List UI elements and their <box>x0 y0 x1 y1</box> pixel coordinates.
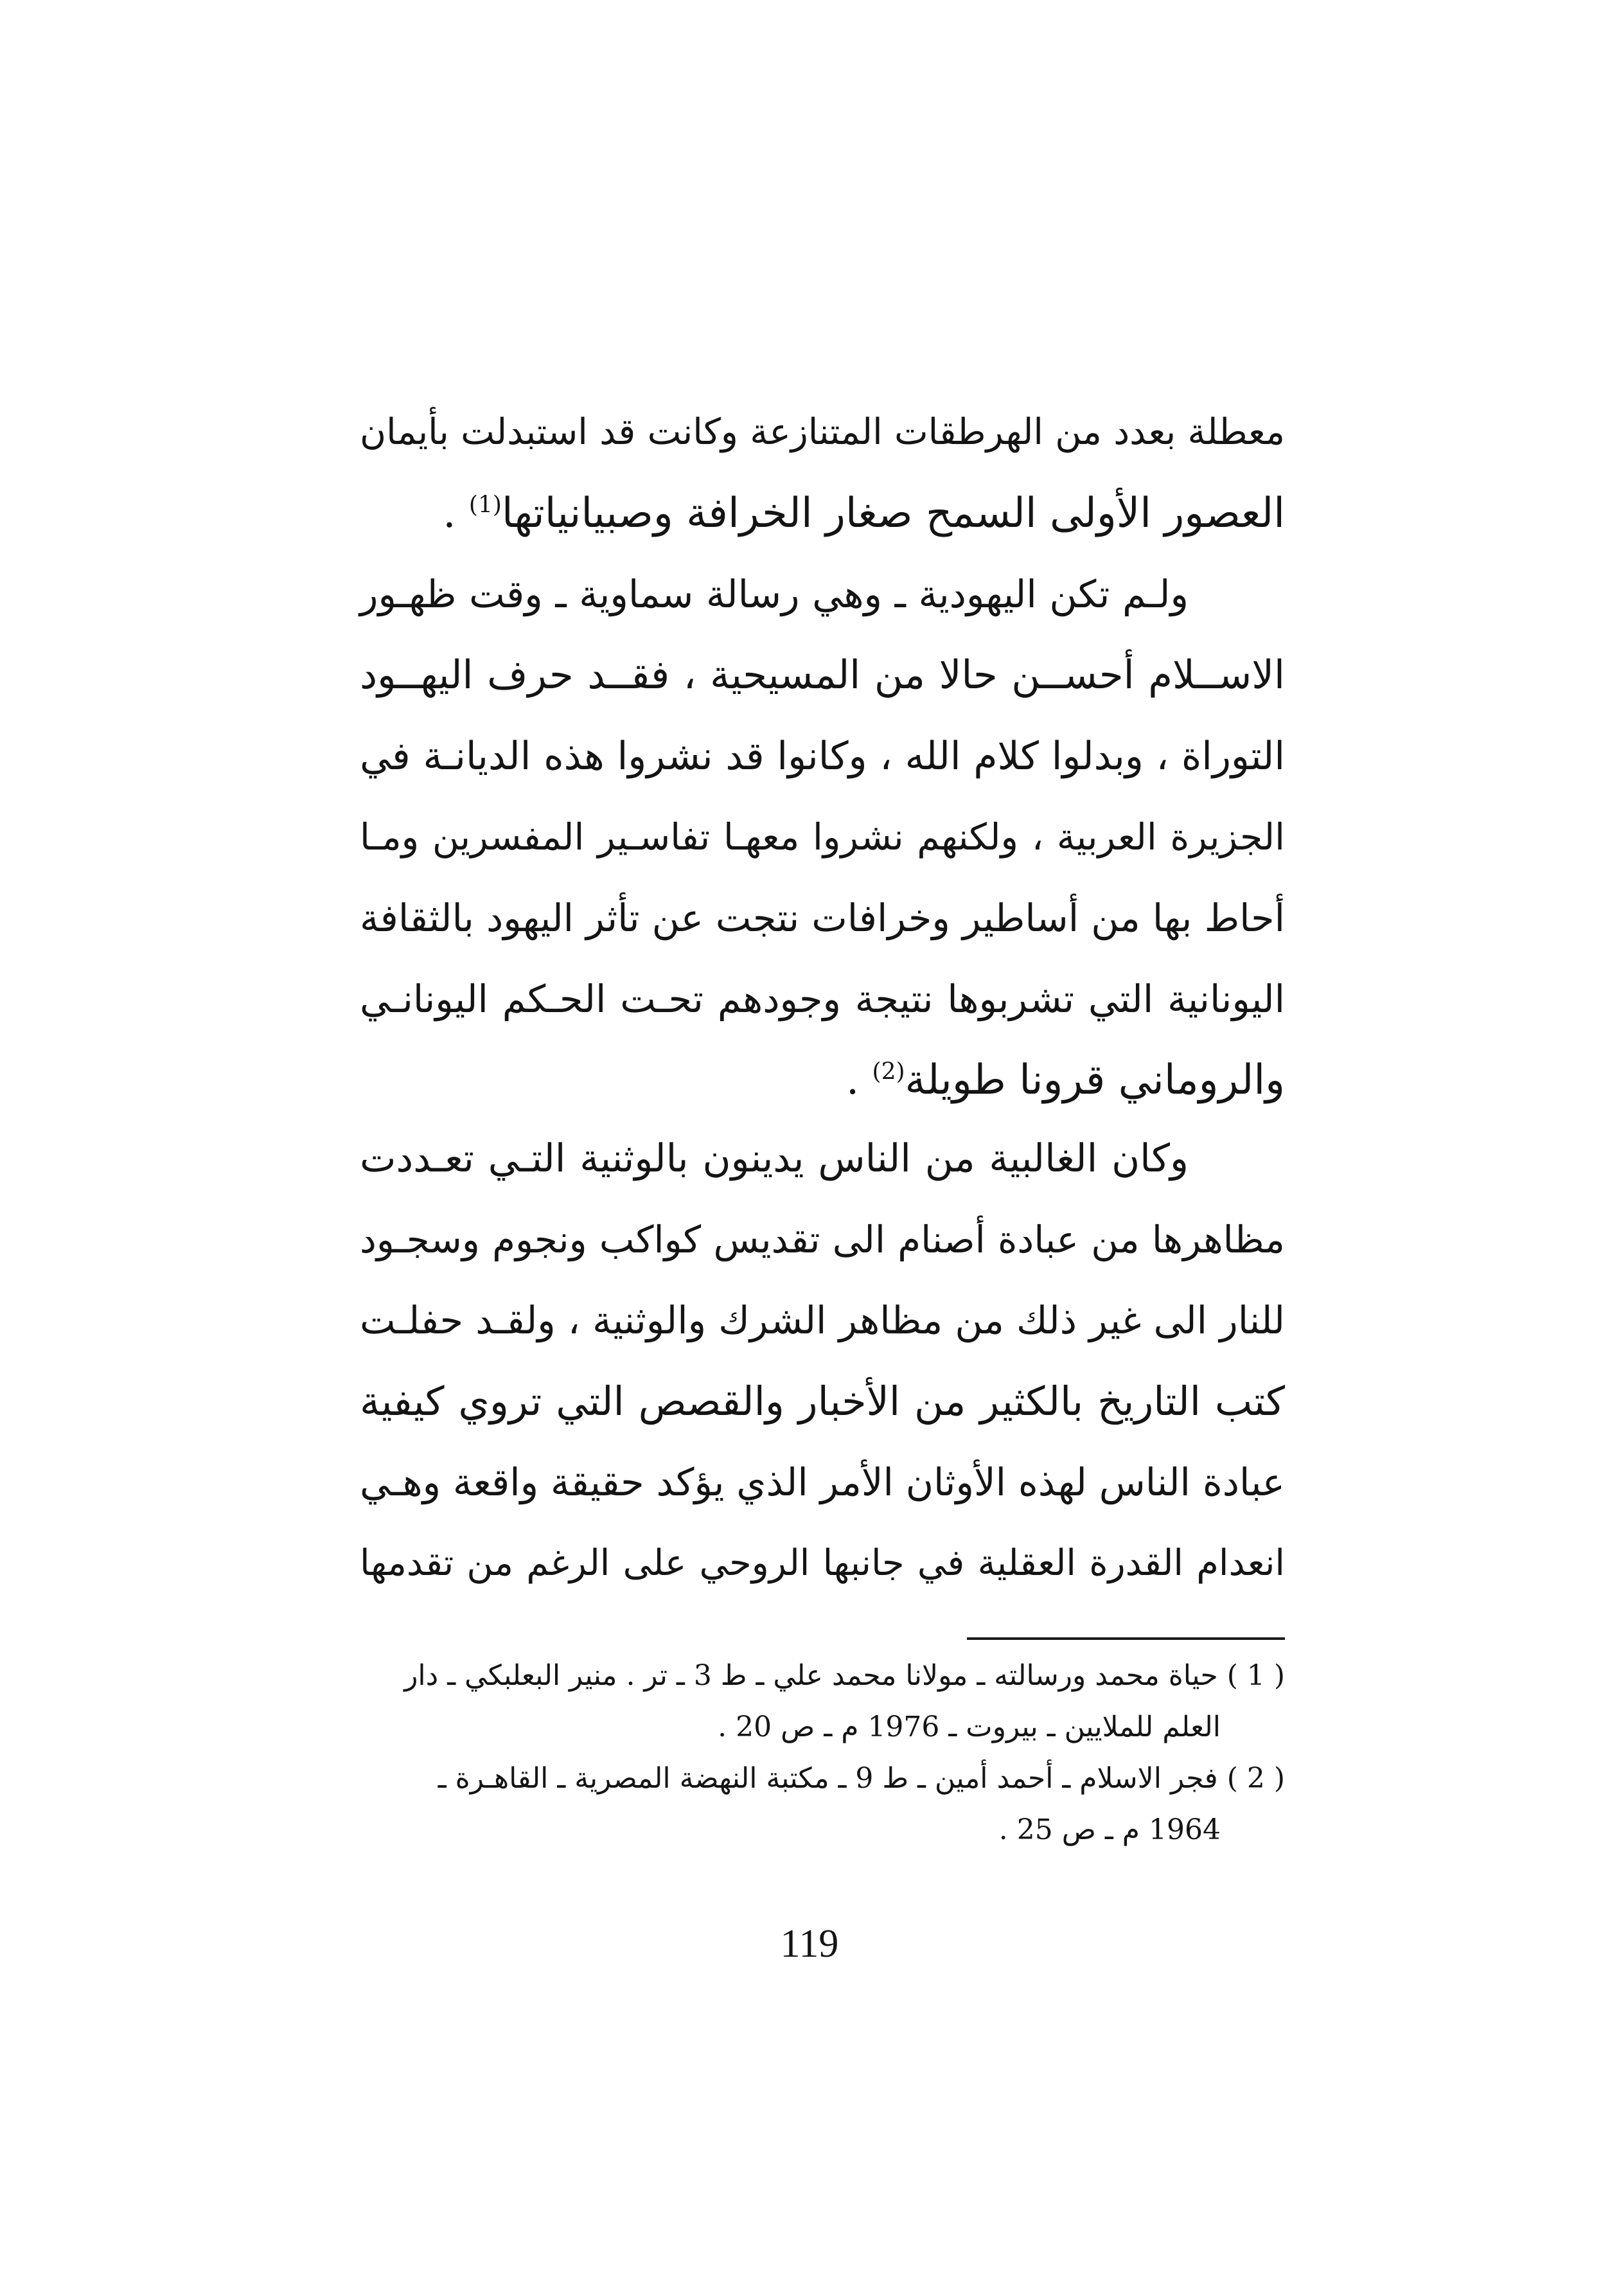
paragraph-2 <box>360 554 1285 1121</box>
text-line: وكان الغالبية من الناس يدينون بالوثنية التـي تعـددت <box>360 1136 1189 1181</box>
text-line: عبادة الناس لهذه الأوثان الأمر الذي يؤكد حقيقة واقعة وهـي <box>360 1460 1285 1504</box>
footnote-ref-1: (1) <box>468 492 502 519</box>
footnote-text: فجر الاسلام ـ أحمد أمين ـ ط 9 ـ مكتبة النهضة المصرية ـ القاهـرة ـ <box>438 1762 1218 1795</box>
paragraph-1 <box>360 392 1285 554</box>
text-line: مظاهرها من عبادة أصنام الى تقديس كواكب ونجوم وسجـود <box>360 1218 1285 1261</box>
text-line: التوراة ، وبدلوا كلام الله ، وكانوا قد نشروا هذه الديانـة في <box>360 734 1285 779</box>
line-end: . <box>443 490 469 537</box>
text-line: للنار الى غير ذلك من مظاهر الشرك والوثنية ، ولقـد حفلـت <box>360 1298 1285 1342</box>
footnote-1-continuation: العلم للملايين ـ بيروت ـ 1976 م ـ ص 20 . <box>718 1711 1221 1743</box>
text-line: الاســلام أحســن حالا من المسيحية ، فقــد حرف اليهــود <box>360 652 1285 698</box>
footnotes <box>347 1650 1285 1856</box>
footnote-text: حياة محمد ورسالته ـ مولانا محمد علي ـ ط 3 ـ تر . منير البعلبكي ـ دار <box>404 1659 1218 1692</box>
footnote-marker: ( 1 ) <box>1226 1659 1285 1692</box>
text-line: اليونانية التي تشربوها نتيجة وجودهم تحـت الحـكم اليونانـي <box>360 977 1285 1021</box>
footnote-2 <box>347 1753 1285 1804</box>
footnote-divider <box>967 1637 1285 1640</box>
text-line: ولـم تكن اليهودية ـ وهي رسالة سماوية ـ وقت ظهـور <box>360 572 1189 616</box>
text-line: كتب التاريخ بالكثير من الأخبار والقصص التي تروي كيفية <box>360 1378 1285 1425</box>
text-line <box>360 473 1285 554</box>
text-line: الجزيرة العربية ، ولكنهم نشروا معهـا تفاسـير المفسرين ومـا <box>360 816 1285 859</box>
text-line: معطلة بعدد من الهرطقات المتنازعة وكانت قد استبدلت بأيمان <box>360 411 1285 453</box>
line-end: . <box>845 1056 872 1104</box>
footnote-2-continuation: 1964 م ـ ص 25 . <box>998 1813 1221 1846</box>
text-line: أحاط بها من أساطير وخرافات نتجت عن تأثر اليهود بالثقافة <box>360 896 1285 940</box>
text-line <box>360 1040 1285 1121</box>
page-number: 119 <box>780 1922 839 1966</box>
paragraph-3 <box>360 1118 1285 1604</box>
footnote-1 <box>347 1650 1285 1702</box>
text-segment: العصور الأولى السمح صغار الخرافة وصبيانياتها <box>501 490 1285 537</box>
footnote-ref-2: (2) <box>872 1058 905 1085</box>
text-segment: والروماني قرونا طويلة <box>905 1056 1285 1104</box>
text-line: انعدام القدرة العقلية في جانبها الروحي على الرغم من تقدمها <box>360 1542 1285 1584</box>
footnote-marker: ( 2 ) <box>1226 1762 1285 1795</box>
